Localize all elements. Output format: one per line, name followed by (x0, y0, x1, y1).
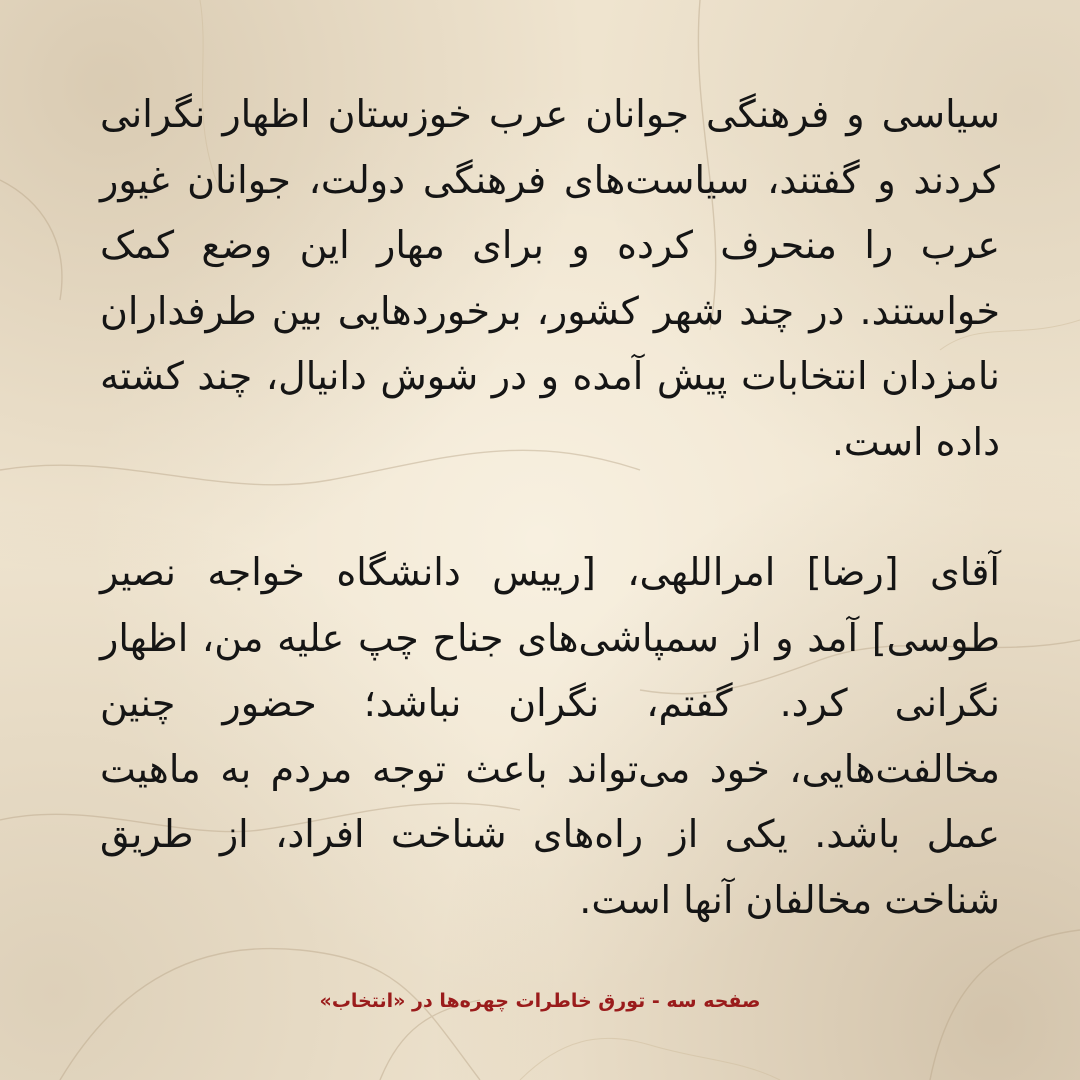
paragraph-2: آقای [رضا] امراللهی، [رییس دانشگاه خواجه نصیر طوسی] آمد و از سمپاشی‌های جناح چپ علیه من، اظهار نگرانی کرد. گفتم، نگران نباشد؛ حضور چنین مخالفت‌هایی، خود می‌تواند باعث توجه مردم به ماهیت عمل باشد. یکی از راه‌های شناخت افراد، از طریق شناخت مخالفان آنها است. (100, 550, 1000, 922)
article-body (100, 82, 1000, 933)
page-footer-caption: صفحه سه - تورق خاطرات چهره‌ها در «انتخاب» (319, 990, 761, 1012)
paragraph-1: سیاسی و فرهنگی جوانان عرب خوزستان اظهار نگرانی کردند و گفتند، سیاست‌های فرهنگی دولت، جوانان غیور عرب را منحرف کرده و برای مهار این وضع کمک خواستند. در چند شهر کشور، برخوردهایی بین طرفداران نامزدان انتخابات پیش آمده و در شوش دانیال، چند کشته داده است. (100, 92, 1000, 464)
